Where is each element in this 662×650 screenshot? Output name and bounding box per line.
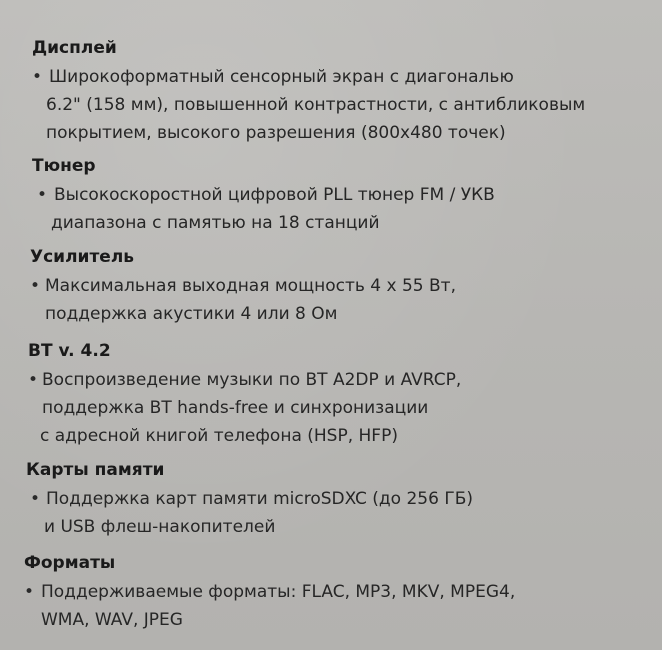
bullet-icon: • xyxy=(30,489,41,509)
spec-line: диапазона с памятью на 18 станций xyxy=(51,213,380,233)
spec-line: поддержка акустики 4 или 8 Ом xyxy=(45,304,338,324)
section-formats xyxy=(24,552,515,634)
spec-bullet-item xyxy=(30,272,456,328)
spec-line: Максимальная выходная мощность 4 х 55 Вт, xyxy=(45,276,456,296)
section-memory-cards xyxy=(26,459,473,541)
section-heading: Усилитель xyxy=(30,247,135,267)
section-heading: BT v. 4.2 xyxy=(28,341,111,361)
spec-bullet-item xyxy=(24,578,515,634)
bullet-icon: • xyxy=(32,67,43,87)
section-heading: Тюнер xyxy=(32,156,96,176)
section-amplifier xyxy=(30,246,456,328)
spec-line: WMA, WAV, JPEG xyxy=(41,610,183,630)
spec-bullet-item xyxy=(26,485,473,541)
section-display xyxy=(32,37,585,147)
bullet-icon: • xyxy=(30,276,41,296)
spec-line: Воспроизведение музыки по BT A2DP и AVRCP, xyxy=(42,370,462,390)
section-heading: Форматы xyxy=(24,553,116,573)
spec-line: с адресной книгой телефона (HSP, HFP) xyxy=(40,426,398,446)
spec-line: 6.2" (158 мм), повышенной контрастности, с антибликовым xyxy=(46,95,586,115)
bullet-icon: • xyxy=(37,185,48,205)
section-tuner xyxy=(32,155,495,237)
section-heading: Карты памяти xyxy=(26,460,165,480)
spec-line: и USB флеш-накопителей xyxy=(44,517,276,537)
bullet-icon: • xyxy=(28,370,39,390)
spec-line: Высокоскоростной цифровой PLL тюнер FM / УКВ xyxy=(54,185,495,205)
spec-line: Широкоформатный сенсорный экран с диагональю xyxy=(49,67,514,87)
section-heading: Дисплей xyxy=(32,38,117,58)
spec-bullet-item xyxy=(28,366,461,450)
spec-line: Поддержка карт памяти microSDXC (до 256 ГБ) xyxy=(46,489,473,509)
spec-line: Поддерживаемые форматы: FLAC, MP3, MKV, MPEG4, xyxy=(41,582,516,602)
bullet-icon: • xyxy=(24,582,35,602)
spec-bullet-item xyxy=(32,63,585,147)
spec-line: покрытием, высокого разрешения (800х480 точек) xyxy=(46,123,506,143)
section-bluetooth xyxy=(28,340,461,450)
spec-line: поддержка BT hands-free и синхронизации xyxy=(42,398,429,418)
spec-bullet-item xyxy=(32,181,495,237)
